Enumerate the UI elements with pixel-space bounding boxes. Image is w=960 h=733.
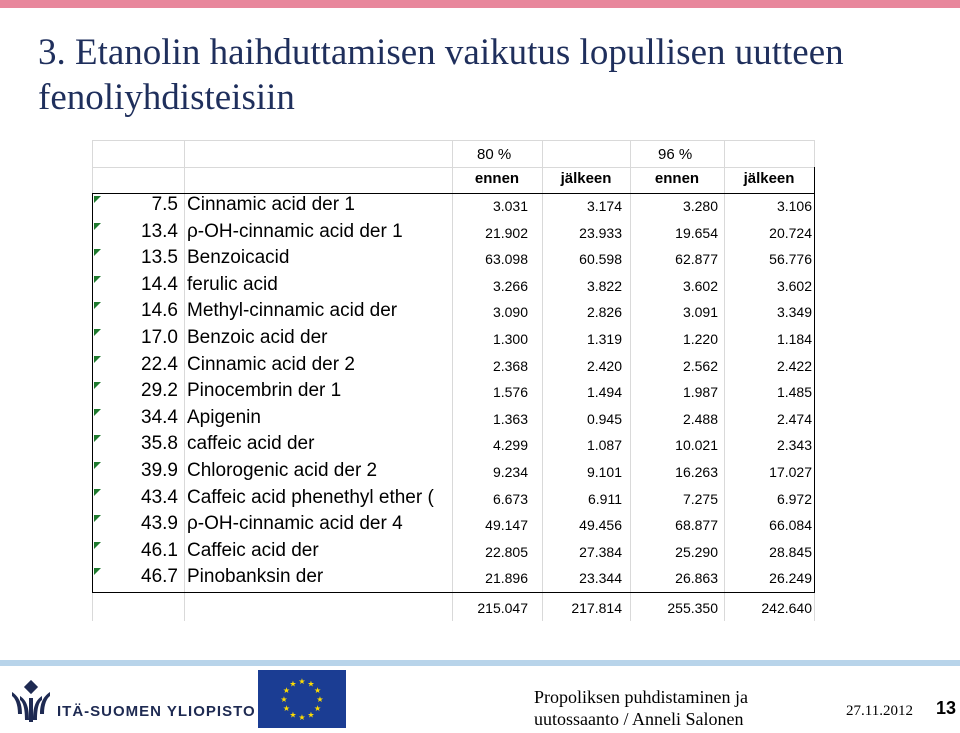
total-ennen-96: 255.350 xyxy=(667,600,718,616)
row-value: 28.845 xyxy=(769,543,812,560)
slide-title: 3. Etanolin haihduttamisen vaikutus lopullisen uutteen fenoliyhdisteisiin xyxy=(38,32,844,118)
row-compound-name: Benzoicacid xyxy=(187,247,290,269)
top-accent-bar xyxy=(0,0,960,8)
eu-star-icon: ★ xyxy=(280,695,288,704)
row-value: 6.972 xyxy=(776,490,812,507)
row-value: 3.090 xyxy=(492,304,528,321)
eu-star-icon: ★ xyxy=(298,677,306,686)
row-value: 68.877 xyxy=(675,517,718,534)
cell-marker-icon xyxy=(94,382,101,389)
row-value: 23.933 xyxy=(579,224,622,241)
row-value: 17.027 xyxy=(769,464,812,480)
cell-marker-icon xyxy=(94,223,101,230)
row-compound-name: Pinobanksin der xyxy=(187,566,324,588)
row-compound-name: ρ-OH-cinnamic acid der 1 xyxy=(187,220,403,242)
row-value: 3.602 xyxy=(682,277,718,294)
row-value: 21.902 xyxy=(485,224,528,241)
row-value: 16.263 xyxy=(675,464,718,480)
row-compound-name: Cinnamic acid der 2 xyxy=(187,353,355,375)
row-value: 2.474 xyxy=(776,410,812,427)
cell-marker-icon xyxy=(94,542,101,549)
row-value: 2.422 xyxy=(776,357,812,374)
row-compound-name: Benzoic acid der xyxy=(187,327,328,348)
row-value: 4.299 xyxy=(492,437,528,454)
eu-star-icon: ★ xyxy=(307,679,315,689)
row-retention-time: 39.9 xyxy=(141,460,178,481)
row-value: 3.349 xyxy=(776,304,812,321)
row-compound-name: Caffeic acid phenethyl ether ( xyxy=(187,486,434,508)
eu-star-icon: ★ xyxy=(282,704,290,713)
row-retention-time: 7.5 xyxy=(151,194,178,215)
eu-star-icon: ★ xyxy=(282,686,290,695)
cell-marker-icon xyxy=(94,489,101,496)
total-ennen-80: 215.047 xyxy=(477,600,528,616)
cell-marker-icon xyxy=(94,462,101,469)
row-value: 2.562 xyxy=(682,357,718,374)
eu-star-icon: ★ xyxy=(289,679,297,689)
row-value: 49.147 xyxy=(485,517,528,534)
row-value: 7.275 xyxy=(682,490,718,507)
row-value: 3.031 xyxy=(492,198,528,214)
sub-header-jalkeen-96: jälkeen xyxy=(743,170,795,187)
cell-marker-icon xyxy=(94,568,101,575)
row-value: 3.091 xyxy=(682,304,718,321)
row-value: 3.280 xyxy=(682,198,718,214)
row-retention-time: 34.4 xyxy=(141,406,178,428)
row-value: 1.494 xyxy=(586,384,622,401)
eu-star-icon: ★ xyxy=(314,686,322,695)
row-value: 66.084 xyxy=(769,517,812,534)
eu-flag-icon xyxy=(258,670,346,728)
cell-marker-icon xyxy=(94,302,101,309)
row-compound-name: Pinocembrin der 1 xyxy=(187,380,342,402)
page-number: 13 xyxy=(936,698,957,718)
sub-header-jalkeen-80: jälkeen xyxy=(560,170,612,187)
group-header-96: 96 % xyxy=(658,146,693,163)
uef-logo-icon xyxy=(8,680,54,724)
row-retention-time: 13.4 xyxy=(141,220,178,242)
eu-star-icon: ★ xyxy=(298,713,306,722)
row-value: 9.234 xyxy=(492,464,528,480)
total-jalkeen-96: 242.640 xyxy=(761,600,812,616)
group-header-80: 80 % xyxy=(477,146,512,163)
row-retention-time: 14.4 xyxy=(141,273,178,295)
row-retention-time: 13.5 xyxy=(141,247,178,269)
eu-star-icon: ★ xyxy=(316,695,324,704)
row-value: 1.300 xyxy=(492,331,528,347)
row-value: 6.911 xyxy=(588,490,622,507)
row-value: 49.456 xyxy=(579,517,622,534)
cell-marker-icon xyxy=(94,329,101,336)
eu-star-icon: ★ xyxy=(289,710,297,720)
row-value: 1.576 xyxy=(492,384,528,401)
row-value: 0.945 xyxy=(586,410,622,427)
row-value: 6.673 xyxy=(492,490,528,507)
bottom-accent-bar xyxy=(0,660,960,666)
row-retention-time: 46.7 xyxy=(141,566,178,588)
university-name: ITÄ-SUOMEN YLIOPISTO xyxy=(57,703,256,720)
sub-header-ennen-80: ennen xyxy=(474,170,520,187)
row-value: 21.896 xyxy=(485,570,528,587)
row-compound-name: Cinnamic acid der 1 xyxy=(187,194,355,215)
row-value: 3.602 xyxy=(776,277,812,294)
cell-marker-icon xyxy=(94,356,101,363)
row-retention-time: 17.0 xyxy=(141,327,178,348)
footer-date: 27.11.2012 xyxy=(846,703,913,719)
row-value: 2.488 xyxy=(682,410,718,427)
row-value: 62.877 xyxy=(675,251,718,268)
row-retention-time: 22.4 xyxy=(141,353,178,375)
row-value: 9.101 xyxy=(586,464,622,480)
row-value: 1.987 xyxy=(682,384,718,401)
row-value: 10.021 xyxy=(675,437,718,454)
row-compound-name: ρ-OH-cinnamic acid der 4 xyxy=(187,513,403,535)
row-value: 60.598 xyxy=(579,251,622,268)
row-value: 1.485 xyxy=(776,384,812,401)
row-retention-time: 35.8 xyxy=(141,433,178,455)
row-value: 2.368 xyxy=(492,357,528,374)
row-value: 3.106 xyxy=(776,198,812,214)
row-value: 23.344 xyxy=(579,570,622,587)
row-value: 1.220 xyxy=(682,331,718,347)
footer-line-2: uutossaanto / Anneli Salonen xyxy=(534,709,744,729)
row-value: 20.724 xyxy=(769,224,812,241)
row-value: 3.266 xyxy=(492,277,528,294)
row-value: 27.384 xyxy=(579,543,622,560)
row-retention-time: 14.6 xyxy=(141,300,178,322)
row-value: 2.343 xyxy=(776,437,812,454)
row-value: 19.654 xyxy=(675,224,718,241)
footer-line-1: Propoliksen puhdistaminen ja xyxy=(534,687,748,707)
row-value: 26.863 xyxy=(675,570,718,587)
row-retention-time: 43.9 xyxy=(141,513,178,535)
row-value: 1.319 xyxy=(586,331,622,347)
row-value: 22.805 xyxy=(485,543,528,560)
cell-marker-icon xyxy=(94,196,101,203)
row-compound-name: caffeic acid der xyxy=(187,433,315,455)
row-compound-name: Caffeic acid der xyxy=(187,539,319,561)
cell-marker-icon xyxy=(94,435,101,442)
row-value: 1.363 xyxy=(492,410,528,427)
cell-marker-icon xyxy=(94,409,101,416)
cell-marker-icon xyxy=(94,249,101,256)
row-value: 25.290 xyxy=(675,543,718,560)
row-value: 3.822 xyxy=(586,277,622,294)
row-retention-time: 46.1 xyxy=(141,539,178,561)
sub-header-ennen-96: ennen xyxy=(654,170,700,187)
row-value: 1.087 xyxy=(586,437,622,454)
eu-star-icon: ★ xyxy=(307,710,315,720)
row-compound-name: Apigenin xyxy=(187,406,261,428)
row-value: 63.098 xyxy=(485,251,528,268)
row-compound-name: Chlorogenic acid der 2 xyxy=(187,460,378,481)
cell-marker-icon xyxy=(94,276,101,283)
row-compound-name: Methyl-cinnamic acid der xyxy=(187,300,398,322)
eu-star-icon: ★ xyxy=(314,704,322,713)
footer-caption xyxy=(534,686,748,730)
row-value: 2.826 xyxy=(586,304,622,321)
row-value: 56.776 xyxy=(769,251,812,268)
cell-marker-icon xyxy=(94,515,101,522)
row-value: 2.420 xyxy=(586,357,622,374)
row-value: 26.249 xyxy=(769,570,812,587)
row-value: 3.174 xyxy=(586,198,622,214)
row-value: 1.184 xyxy=(776,331,812,347)
total-jalkeen-80: 217.814 xyxy=(571,600,622,616)
row-compound-name: ferulic acid xyxy=(187,273,278,295)
row-retention-time: 29.2 xyxy=(141,380,178,402)
data-table xyxy=(92,140,815,621)
row-retention-time: 43.4 xyxy=(141,486,178,508)
